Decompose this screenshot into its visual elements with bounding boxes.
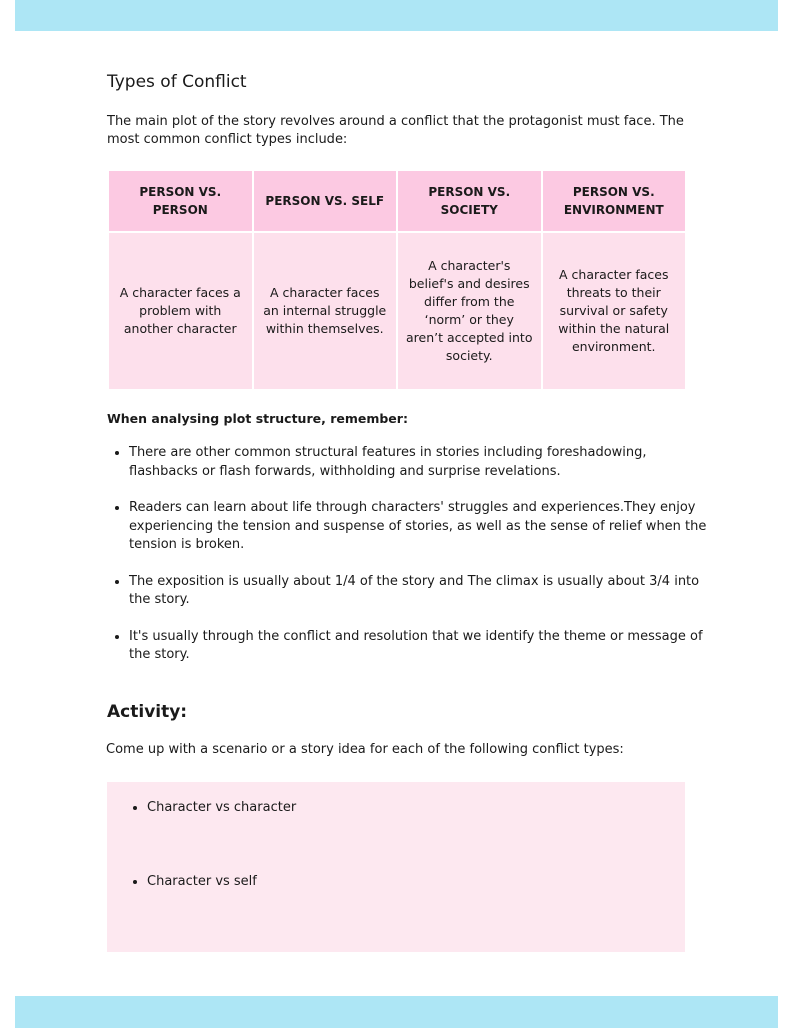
list-item: • There are other common structural features in stories including foreshadowing, flashbacks or flash forwards, withholding and surprise revelations. <box>129 444 719 481</box>
desc-person-vs-environment: A character faces threats to their survival or safety within the natural environment. <box>543 233 686 389</box>
activity-title: Activity: <box>107 702 188 722</box>
page-title: Types of Conflict <box>107 72 247 92</box>
list-item: • It's usually through the conflict and resolution that we identify the theme or message of the story. <box>129 628 719 665</box>
activity-prompt-list <box>107 799 296 947</box>
desc-person-vs-self: A character faces an internal struggle within themselves. <box>254 233 397 389</box>
activity-box <box>107 782 685 952</box>
bottom-band <box>15 996 778 1028</box>
desc-person-vs-society: A character's belief's and desires differ from the ‘norm’ or they aren’t accepted into society. <box>398 233 541 389</box>
top-band <box>15 0 778 31</box>
header-person-vs-person: PERSON VS. PERSON <box>109 171 252 231</box>
header-person-vs-self: PERSON VS. SELF <box>254 171 397 231</box>
intro-paragraph: The main plot of the story revolves around a conflict that the protagonist must face. The most common conflict types include: <box>107 114 684 147</box>
list-item: • Readers can learn about life through characters' struggles and experiences.They enjoy experiencing the tension and suspense of stories, as well as the sense of relief when the tension is broken. <box>129 499 719 555</box>
remember-heading: When analysing plot structure, remember: <box>107 411 408 426</box>
prompt-character-vs-self: • Character vs self <box>147 873 296 891</box>
table-row <box>109 233 685 389</box>
list-item: • The exposition is usually about 1/4 of the story and The climax is usually about 3/4 into the story. <box>129 573 719 610</box>
conflict-types-table <box>107 169 687 391</box>
activity-instruction: Come up with a scenario or a story idea for each of the following conflict types: <box>106 742 624 757</box>
table-header-row <box>109 171 685 231</box>
header-person-vs-society: PERSON VS. SOCIETY <box>398 171 541 231</box>
desc-person-vs-person: A character faces a problem with another character <box>109 233 252 389</box>
prompt-character-vs-character: • Character vs character <box>147 799 296 817</box>
remember-list <box>107 444 719 683</box>
header-person-vs-environment: PERSON VS. ENVIRONMENT <box>543 171 686 231</box>
